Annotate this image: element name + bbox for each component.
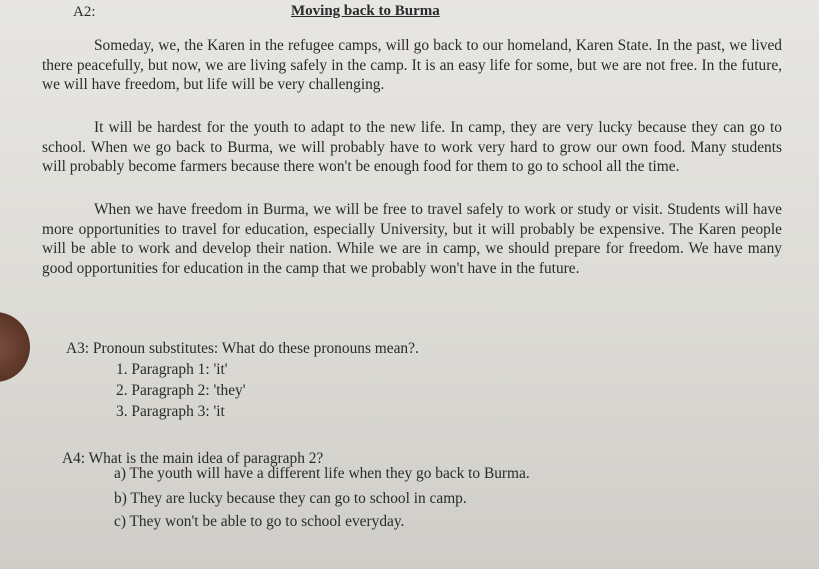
page-title: Moving back to Burma	[291, 3, 440, 19]
question-a4-option: b) They are lucky because they can go to school in camp.	[114, 490, 467, 507]
question-a4-option: c) They won't be able to go to school everyday.	[114, 513, 405, 530]
question-a4-option: a) The youth will have a different life when they go back to Burma.	[114, 465, 530, 482]
question-a4: A4: What is the main idea of paragraph 2?	[62, 450, 324, 467]
paragraph-1: Someday, we, the Karen in the refugee camps, will go back to our homeland, Karen State. In the past, we lived there peacefully, but now, we are living safely in the camp. It is an easy life for some, but we are not free. In the future, we will have freedom, but life will be very challenging.	[42, 37, 782, 93]
question-a3-item: 3. Paragraph 3: 'it	[116, 403, 225, 420]
thumb-in-photo	[0, 312, 30, 382]
paragraph-2: It will be hardest for the youth to adapt to the new life. In camp, they are very lucky because they can go to school. When we go back to Burma, we will probably have to work very hard to grow our own food. Many students will probably become farmers because there won't be enough food for them to go to school all the time.	[42, 119, 782, 175]
question-a3: A3: Pronoun substitutes: What do these pronouns mean?.	[66, 340, 419, 357]
question-a3-item: 1. Paragraph 1: 'it'	[116, 361, 228, 378]
section-label: A2:	[73, 4, 96, 20]
question-a3-item: 2. Paragraph 2: 'they'	[116, 382, 246, 399]
paragraph-3: When we have freedom in Burma, we will be free to travel safely to work or study or visit. Students will have more opportunities to travel for education, especially University, but it will probably be expensive. The Karen people will be able to work and develop their nation. While we are in camp, we should prepare for freedom. We have many good opportunities for education in the camp that we probably won't have in the future.	[42, 201, 782, 277]
